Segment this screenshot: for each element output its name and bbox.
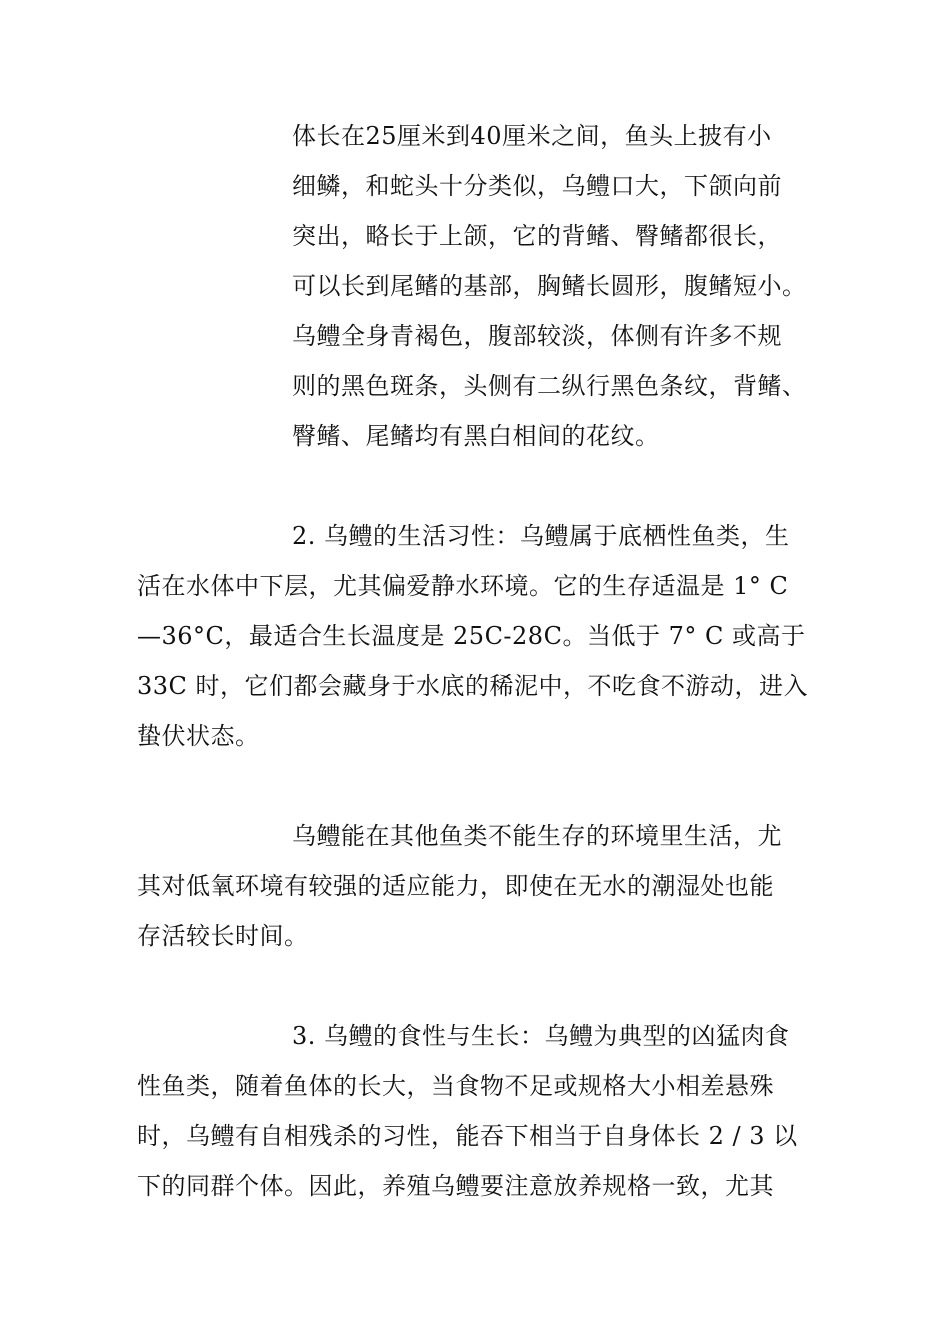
paragraph-line: 突出，略长于上颌，它的背鳍、臀鳍都很长，	[292, 222, 782, 250]
paragraph-line: 体长在25厘米到40厘米之间，鱼头上披有小	[292, 122, 772, 150]
paragraph-line: 可以长到尾鳍的基部，胸鳍长圆形，腹鳍短小。	[292, 272, 807, 300]
paragraph-line: —36°C，最适合生长温度是 25C-28C。当低于 7° C 或高于	[137, 622, 806, 650]
paragraph-line: 乌鳢能在其他鱼类不能生存的环境里生活，尤	[292, 822, 782, 850]
paragraph-line: 细鳞，和蛇头十分类似，乌鳢口大，下颌向前	[292, 172, 782, 200]
paragraph-line: 臀鳍、尾鳍均有黑白相间的花纹。	[292, 422, 660, 450]
paragraph-line: 其对低氧环境有较强的适应能力，即使在无水的潮湿处也能	[137, 872, 774, 900]
paragraph-line: 活在水体中下层，尤其偏爱静水环境。它的生存适温是 1° C	[137, 572, 789, 600]
paragraph-line: 时，乌鳢有自相残杀的习性，能吞下相当于自身体长 2 / 3 以	[137, 1122, 798, 1150]
section-heading-line: 2. 乌鳢的生活习性：乌鳢属于底栖性鱼类，生	[292, 522, 790, 550]
paragraph-line: 33C 时，它们都会藏身于水底的稀泥中，不吃食不游动，进入	[137, 672, 809, 700]
paragraph-line: 乌鳢全身青褐色，腹部较淡，体侧有许多不规	[292, 322, 782, 350]
paragraph-line: 性鱼类，随着鱼体的长大，当食物不足或规格大小相差悬殊	[137, 1072, 774, 1100]
paragraph-line: 蛰伏状态。	[137, 722, 260, 750]
section-heading-line: 3. 乌鳢的食性与生长：乌鳢为典型的凶猛肉食	[292, 1022, 790, 1050]
paragraph-line: 下的同群个体。因此，养殖乌鳢要注意放养规格一致，尤其	[137, 1172, 774, 1200]
paragraph-line: 则的黑色斑条，头侧有二纵行黑色条纹，背鳍、	[292, 372, 807, 400]
paragraph-line: 存活较长时间。	[137, 922, 309, 950]
